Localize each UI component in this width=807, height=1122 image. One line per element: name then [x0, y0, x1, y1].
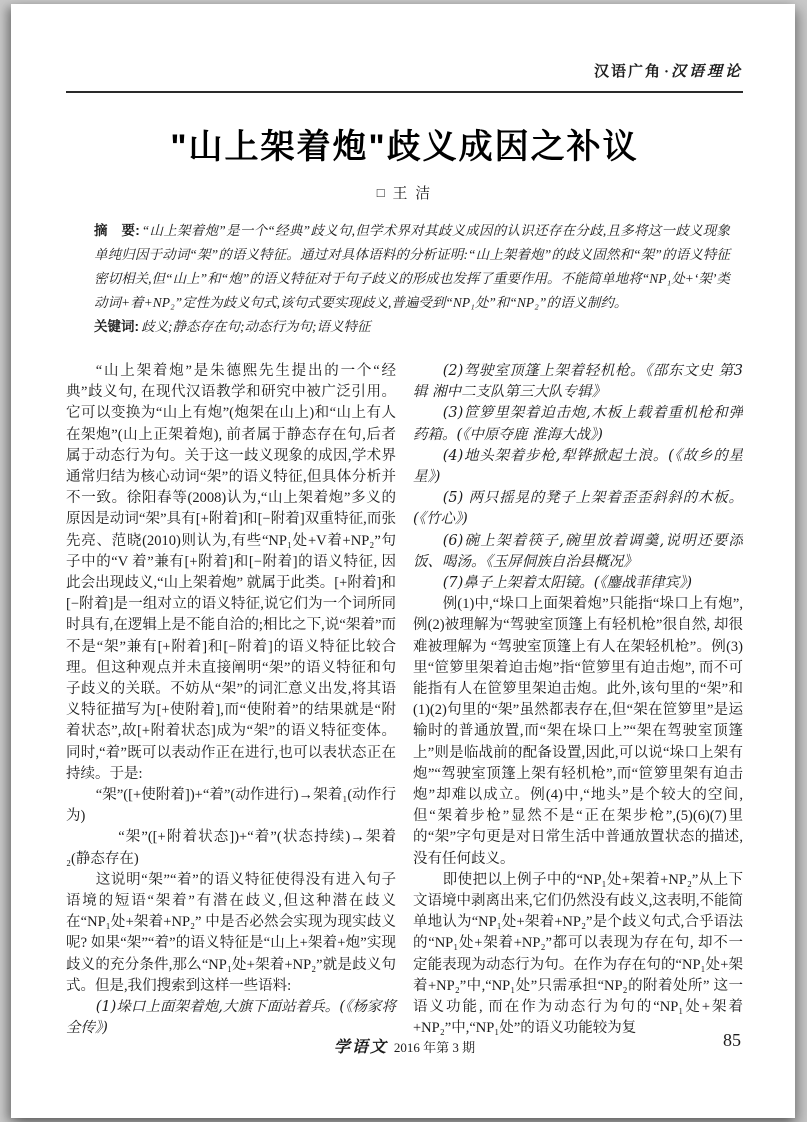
keywords-paragraph: [94, 315, 730, 339]
paragraph: (3)笸箩里架着迫击炮,木板上载着重机枪和弹药箱。(《中原夺鹿 淮海大战》): [413, 405, 743, 443]
section-label: 汉语广角: [593, 63, 662, 80]
abstract-text: “山上架着炮”是一个“经典”歧义句,但学术界对其歧义成因的认识还存在分歧,且多将这一歧义现象单纯归因于动词“架”的语义特征。通过对具体语料的分析证明:“山上架着炮”的歧义固然和“架”的语义特征密切相关,但“山上”和“炮”的语义特征对于句子歧义的形成也发挥了重要作用。不能简单地将“NP₁处+‘架’类动词+着+NP₂”定性为歧义句式,该句式要实现歧义,普遍受到“NP₁处”和“NP₂”的语义制约。: [94, 223, 731, 310]
header-rule: [66, 91, 743, 93]
footer-issue-line: [66, 1034, 743, 1057]
author-name: 王 洁: [392, 186, 433, 202]
article-body: [66, 361, 743, 1063]
article-title: "山上架着炮"歧义成因之补议: [170, 128, 639, 166]
paragraph: “架”([+附着状态])+“着”(状态持续)→架着₂(静态存在): [66, 829, 396, 867]
journal-name: 学语文: [333, 1039, 388, 1056]
author-line: [66, 182, 743, 203]
paragraph: (1)垛口上面架着炮,大旗下面站着兵。(《杨家将全传》): [66, 999, 396, 1037]
issue-info: 2016 年第 3 期: [393, 1040, 476, 1055]
author-marker-icon: □: [376, 185, 387, 200]
paragraph: 即使把以上例子中的“NP₁处+架着+NP₂”从上下文语境中剥离出来,它们仍然没有歧义,这表明,不能简单地认为“NP₁处+架着+NP₂”是个歧义句式,合乎语法的“NP₁处+架着+NP₂”都可以表现为存在句, 却不一定能表现为动态行为句。在作为存在句的“NP₁处+架着+NP₂”中,“NP₁处”只需承担“NP₂的附着处所” 这一语义功能, 而在作为动态行为句的“NP₁处+架着+NP₂”中,“NP₁处”的语义功能较为复: [413, 871, 743, 1037]
paragraph: “山上架着炮”是朱德熙先生提出的一个“经典”歧义句, 在现代汉语教学和研究中被广泛引用。它可以变换为“山上有炮”(炮架在山上)和“山上有人在架炮”(山上正架着炮), 前者属于静态存在句,后者属于动态行为句。关于这一歧义现象的成因,学术界通常归结为核心动词“架”的语义特征,但具体分析并不一致。徐阳春等(2008)认为,“山上架着炮”多义的原因是动词“架”具有[+附着]和[−附着]双重特征,而张先亮、范晓(2010)则认为,有些“NP₁处+V着+NP₂”句子中的“V 着”兼有[+附着]和[−附着]的语义特征, 因此会出现歧义,“山上架着炮” 就属于此类。[+附着]和[−附着]是一组对立的语义特征,说它们为一个词所同时具有,在逻辑上是不能自洽的;相比之下,说“架着”而不是“架”兼有[+附着]和[−附着]的语义特征比较合理。但这种观点并未直接阐明“架”的语义特征和句子歧义的关联。不妨从“架”的词汇意义出发,将其语义特征描写为[+使附着],而“使附着”的结果就是“附着状态”,故[+附着状态]成为“架”的语义特征变体。同时,“着”既可以表动作正在进行,也可以表状态正在持续。于是:: [66, 363, 396, 782]
paragraph: “架”([+使附着])+“着”(动作进行)→架着₁(动作行为): [66, 787, 396, 825]
left-column: [66, 361, 396, 1063]
keywords-label: 关键词:: [94, 319, 139, 334]
journal-page: [11, 4, 795, 1118]
journal-header: [66, 4, 743, 81]
subsection-label: 汉语理论: [670, 64, 743, 80]
page-footer: [66, 1030, 743, 1060]
right-column: [413, 361, 743, 1063]
paragraph: (7)鼻子上架着太阳镜。(《鏖战菲律宾》): [442, 575, 693, 592]
paragraph: 这说明“架”“着”的语义特征使得没有进入句子语境的短语“架着”有潜在歧义,但这种潜在歧义在“NP₁处+架着+NP₂” 中是否必然会实现为现实歧义呢? 如果“架”“着”的语义特征是“山上+架着+炮”实现歧义的充分条件,那么“NP₁处+架着+NP₂”就是歧义句式。但是,我们搜索到这样一些语料:: [66, 871, 396, 994]
keywords-text: 歧义;静态存在句;动态行为句;语义特征: [141, 319, 371, 334]
paragraph: (2)驾驶室顶篷上架着轻机枪。《邵东文史 第3辑 湘中二支队第三大队专辑》: [413, 363, 743, 401]
abstract-block: [94, 219, 730, 339]
abstract-paragraph: [94, 219, 730, 315]
page-number: 85: [723, 1030, 741, 1050]
paragraph: (4)地头架着步枪,犁铧掀起土浪。(《故乡的星星》): [413, 447, 743, 486]
paragraph: (5) 两只摇晃的凳子上架着歪歪斜斜的木板。(《竹心》): [413, 490, 743, 528]
section-separator: ·: [663, 64, 669, 80]
paragraph: (6)碗上架着筷子,碗里放着调羹,说明还要添饭、喝汤。《玉屏侗族自治县概况》: [413, 532, 743, 570]
abstract-label: 摘 要:: [94, 223, 140, 238]
paragraph: 例(1)中,“垛口上面架着炮”只能指“垛口上有炮”,例(2)被理解为“驾驶室顶篷上有轻机枪”很自然, 却很难被理解为 “驾驶室顶篷上有人在架轻机枪”。例(3)里“笸箩里架着迫击炮”指“笸箩里有迫击炮”, 而不可能指有人在笸箩里架迫击炮。此外,该句里的“架”和(1)(2)句里的“架”虽然都表存在,但“架在笸箩里”是运输时的普通放置,而“架在垛口上”“架在驾驶室顶篷上”则是临战前的配备设置,因此,可以说“垛口上架有炮”“驾驶室顶篷上架有轻机枪”,而“笸箩里架有迫击炮”却难以成立。例(4)中,“地头”是个较大的空间,但“架着步枪”显然不是“正在架步枪”,(5)(6)(7)里的“架”字句更是对日常生活中普通放置状态的描述,没有任何歧义。: [413, 596, 743, 867]
